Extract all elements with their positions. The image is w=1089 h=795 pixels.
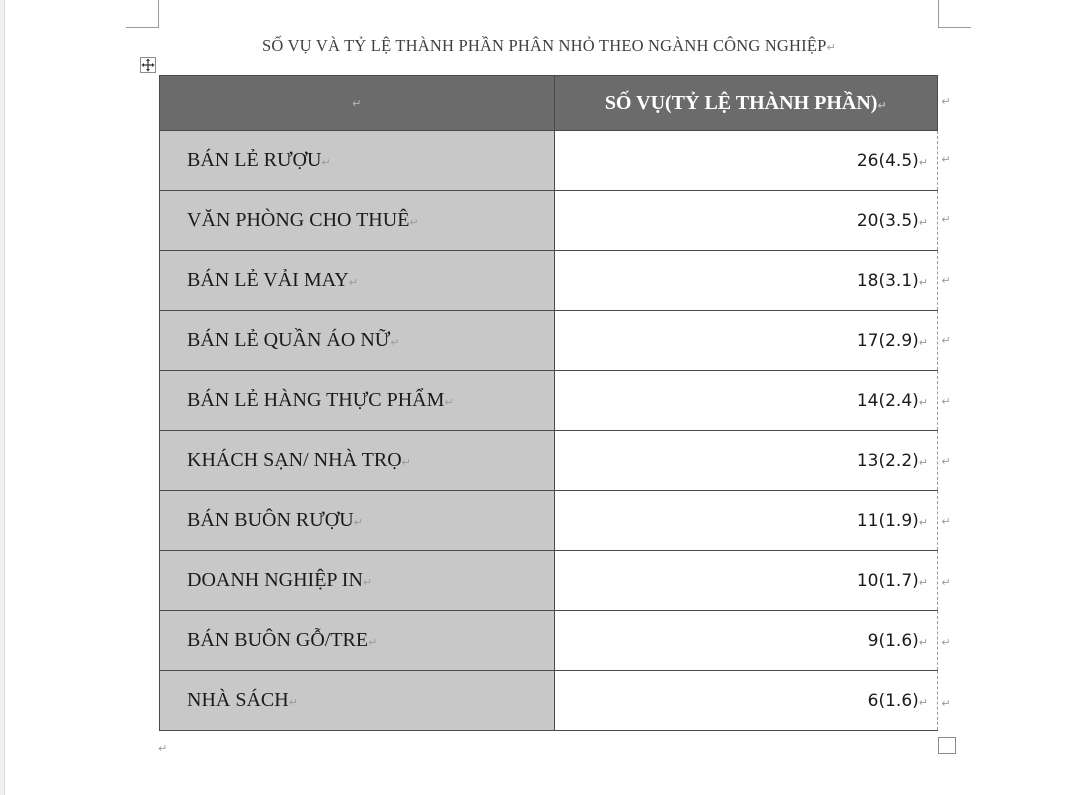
case-count-cell[interactable] — [554, 311, 938, 371]
industry-name-cell[interactable] — [160, 491, 555, 551]
page-corner-top-right — [938, 0, 971, 28]
case-count-value: 11(1.9) — [856, 510, 919, 531]
header-cell-empty[interactable] — [160, 76, 555, 131]
cell-end-mark-icon: ↵ — [362, 576, 373, 589]
table-move-handle-icon[interactable] — [140, 57, 156, 73]
case-count-value: 17(2.9) — [856, 330, 919, 351]
industry-name-cell[interactable] — [160, 671, 555, 731]
industry-name-cell[interactable] — [160, 131, 555, 191]
case-count-value: 10(1.7) — [856, 570, 919, 591]
case-count-cell[interactable] — [554, 551, 938, 611]
case-count-value: 14(2.4) — [856, 390, 919, 411]
case-count-cell[interactable] — [554, 371, 938, 431]
table-row — [160, 431, 938, 491]
case-count-cell[interactable] — [554, 491, 938, 551]
case-count-cell[interactable] — [554, 251, 938, 311]
paragraph-mark-icon: ↵ — [158, 742, 168, 755]
case-count-value: 26(4.5) — [856, 150, 919, 171]
case-count-cell[interactable] — [554, 131, 938, 191]
case-count-value: 6(1.6) — [867, 690, 919, 711]
cell-end-mark-icon: ↵ — [918, 395, 928, 409]
cell-end-mark-icon: ↵ — [918, 695, 928, 709]
cell-end-mark-icon: ↵ — [918, 275, 928, 289]
cell-end-mark-icon: ↵ — [353, 516, 363, 529]
industry-name-cell[interactable] — [160, 191, 555, 251]
industry-name: KHÁCH SẠN/ NHÀ TRỌ — [187, 449, 402, 471]
industry-name: NHÀ SÁCH — [187, 689, 289, 711]
industry-name-cell[interactable] — [160, 371, 555, 431]
row-end-mark-icon: ↵ — [941, 636, 951, 650]
case-count-cell[interactable] — [554, 671, 938, 731]
table-row — [160, 611, 938, 671]
row-end-mark-icon: ↵ — [941, 334, 951, 348]
cell-end-mark-icon: ↵ — [348, 276, 358, 289]
page-corner-top-left — [126, 0, 159, 28]
table-header-row — [160, 76, 938, 131]
cell-end-mark-icon: ↵ — [918, 515, 928, 529]
document-title-text: SỐ VỤ VÀ TỶ LỆ THÀNH PHẦN PHÂN NHỎ THEO NGÀNH CÔNG NGHIỆP — [262, 36, 827, 55]
industry-name-cell[interactable] — [160, 551, 555, 611]
header-col2-text: SỐ VỤ(TỶ LỆ THÀNH PHẦN) — [604, 91, 878, 114]
row-end-mark-icon: ↵ — [941, 273, 951, 287]
table-row — [160, 311, 938, 371]
cell-end-mark-icon: ↵ — [352, 97, 362, 110]
case-count-cell[interactable] — [554, 431, 938, 491]
table-row — [160, 491, 938, 551]
industry-name-cell[interactable] — [160, 431, 555, 491]
cell-end-mark-icon: ↵ — [918, 575, 928, 589]
cell-end-mark-icon: ↵ — [409, 216, 419, 229]
table-row — [160, 551, 938, 611]
cell-end-mark-icon: ↵ — [321, 156, 331, 169]
industry-name: BÁN LẺ RƯỢU — [187, 149, 322, 171]
document-title[interactable] — [160, 36, 938, 56]
cell-end-mark-icon: ↵ — [368, 636, 378, 649]
case-count-value: 20(3.5) — [856, 210, 919, 231]
header-cell-count[interactable] — [554, 76, 938, 131]
industry-name: DOANH NGHIỆP IN — [187, 569, 363, 591]
cell-end-mark-icon: ↵ — [444, 396, 454, 409]
row-end-mark-icon: ↵ — [941, 696, 951, 710]
industry-name: BÁN BUÔN RƯỢU — [187, 509, 354, 531]
industry-name-cell[interactable] — [160, 311, 555, 371]
case-count-value: 18(3.1) — [856, 270, 919, 291]
table-row — [160, 191, 938, 251]
row-end-mark-icon: ↵ — [941, 575, 951, 589]
industry-name: BÁN LẺ QUẦN ÁO NỮ — [187, 329, 391, 351]
cell-end-mark-icon: ↵ — [918, 215, 928, 229]
page-left-edge — [0, 0, 5, 795]
table-resize-handle-icon[interactable] — [938, 737, 956, 754]
industry-name: BÁN LẺ HÀNG THỰC PHẨM — [187, 389, 445, 411]
cell-end-mark-icon: ↵ — [918, 335, 928, 349]
table-row — [160, 671, 938, 731]
cell-end-mark-icon: ↵ — [918, 155, 928, 169]
cell-end-mark-icon: ↵ — [918, 635, 928, 649]
case-count-value: 9(1.6) — [867, 630, 919, 651]
cell-end-mark-icon: ↵ — [390, 336, 400, 349]
row-end-mark-icon: ↵ — [941, 153, 951, 166]
paragraph-mark-icon: ↵ — [826, 41, 836, 54]
row-end-mark-icon: ↵ — [941, 213, 951, 227]
table-row — [160, 131, 938, 191]
industry-name: BÁN BUÔN GỖ/TRE — [187, 629, 369, 651]
case-count-cell[interactable] — [554, 191, 938, 251]
data-table — [159, 75, 938, 731]
cell-end-mark-icon: ↵ — [918, 455, 928, 469]
cell-end-mark-icon: ↵ — [288, 696, 298, 709]
table-row — [160, 251, 938, 311]
industry-name: VĂN PHÒNG CHO THUÊ — [187, 209, 410, 231]
row-end-mark-icon: ↵ — [941, 455, 951, 468]
cell-end-mark-icon: ↵ — [401, 456, 411, 469]
row-end-mark-icon: ↵ — [941, 95, 951, 108]
table-row — [160, 371, 938, 431]
cell-end-mark-icon: ↵ — [877, 98, 887, 112]
industry-name-cell[interactable] — [160, 611, 555, 671]
case-count-cell[interactable] — [554, 611, 938, 671]
row-end-mark-icon: ↵ — [941, 394, 951, 408]
case-count-value: 13(2.2) — [856, 450, 919, 471]
industry-name-cell[interactable] — [160, 251, 555, 311]
industry-name: BÁN LẺ VẢI MAY — [187, 269, 349, 291]
row-end-mark-icon: ↵ — [941, 515, 951, 529]
